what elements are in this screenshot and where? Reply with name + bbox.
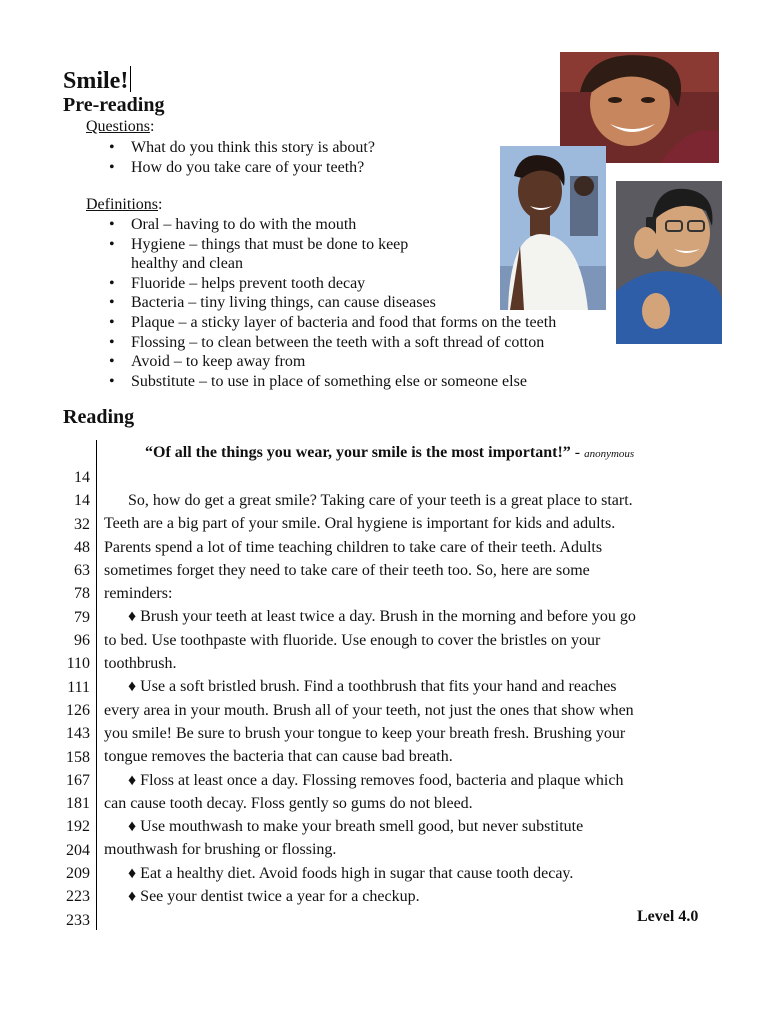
passage-line: Parents spend a lot of time teaching children to take care of their teeth. Adults: [104, 538, 603, 556]
definition-item: • Plaque – a sticky layer of bacteria and food that forms on the teeth: [131, 313, 556, 333]
reading-level-label: Level 4.0: [637, 908, 699, 925]
word-count-number: 78: [74, 585, 90, 603]
question-item: • What do you think this story is about?: [131, 138, 375, 158]
text-cursor: [130, 66, 131, 92]
word-count-number: 48: [74, 538, 90, 556]
definition-item: • Bacteria – tiny living things, can cause diseases: [131, 293, 556, 313]
prereading-heading: Pre-reading: [63, 94, 165, 116]
passage-line: to bed. Use toothpaste with fluoride. Use enough to cover the bristles on your: [104, 631, 601, 649]
definition-item: • Substitute – to use in place of something else or someone else: [131, 372, 556, 392]
passage-line: ♦ Brush your teeth at least twice a day. Brush in the morning and before you go: [128, 608, 636, 626]
passage-line: mouthwash for brushing or flossing.: [104, 841, 337, 859]
word-count-number: 32: [74, 515, 90, 533]
word-count-number: 143: [66, 725, 90, 743]
passage-line: ♦ Use mouthwash to make your breath smell good, but never substitute: [128, 818, 584, 836]
passage-line: toothbrush.: [104, 655, 177, 673]
word-count-number: 167: [66, 771, 90, 789]
word-count-column: [48, 466, 90, 932]
passage-line: you smile! Be sure to brush your tongue to keep your breath fresh. Brushing your: [104, 724, 626, 742]
definition-item: • Hygiene – things that must be done to keep healthy and clean: [131, 235, 556, 274]
question-item: • How do you take care of your teeth?: [131, 158, 375, 178]
word-count-number: 192: [66, 818, 90, 836]
questions-list: [131, 138, 375, 177]
line-number-divider: [96, 440, 97, 930]
word-count-number: 233: [66, 911, 90, 929]
man-on-phone-photo: [616, 181, 722, 344]
word-count-number: 111: [67, 678, 90, 696]
reading-passage: [104, 489, 636, 908]
definition-item: • Fluoride – helps prevent tooth decay: [131, 274, 556, 294]
definition-item: • Flossing – to clean between the teeth with a soft thread of cotton: [131, 333, 556, 353]
word-count-number: 126: [66, 701, 90, 719]
definition-item: • Avoid – to keep away from: [131, 352, 556, 372]
passage-line: tongue removes the bacteria that can cause bad breath.: [104, 748, 453, 766]
smiling-woman-photo: [500, 146, 606, 310]
passage-line: So, how do get a great smile? Taking care of your teeth is a great place to start.: [128, 492, 633, 509]
passage-line: ♦ See your dentist twice a year for a checkup.: [128, 888, 420, 906]
questions-label: Questions:: [86, 118, 155, 135]
passage-line: ♦ Floss at least once a day. Flossing removes food, bacteria and plaque which: [128, 771, 624, 789]
word-count-number: 14: [74, 469, 90, 486]
quote-author: anonymous: [584, 448, 635, 460]
word-count-number: 158: [66, 748, 90, 766]
passage-line: can cause tooth decay. Floss gently so gums do not bleed.: [104, 794, 473, 812]
definition-item: • Oral – having to do with the mouth: [131, 215, 556, 235]
passage-line: ♦ Use a soft bristled brush. Find a toothbrush that fits your hand and reaches: [128, 678, 617, 696]
word-count-number: 63: [74, 562, 90, 580]
epigraph-quote: “Of all the things you wear, your smile is the most important!” - anonymous: [145, 444, 635, 461]
word-count-number: 110: [66, 655, 90, 673]
passage-line: Teeth are a big part of your smile. Oral hygiene is important for kids and adults.: [104, 515, 616, 533]
word-count-number: 96: [74, 632, 90, 650]
passage-line: reminders:: [104, 585, 173, 603]
passage-line: every area in your mouth. Brush all of your teeth, not just the ones that show when: [104, 701, 634, 719]
definitions-label: Definitions:: [86, 196, 163, 213]
word-count-number: 181: [66, 795, 90, 813]
word-count-number: 223: [66, 888, 90, 906]
passage-line: sometimes forget they need to take care of their teeth too. So, here are some: [104, 561, 590, 579]
passage-line: ♦ Eat a healthy diet. Avoid foods high in sugar that cause tooth decay.: [128, 864, 574, 882]
word-count-number: 204: [66, 841, 90, 859]
definitions-list: [131, 215, 556, 391]
word-count-number: 209: [66, 865, 90, 883]
page-title: Smile!: [63, 66, 131, 95]
reading-heading: Reading: [63, 406, 135, 428]
word-count-number: 14: [74, 492, 90, 510]
word-count-number: 79: [74, 608, 90, 626]
